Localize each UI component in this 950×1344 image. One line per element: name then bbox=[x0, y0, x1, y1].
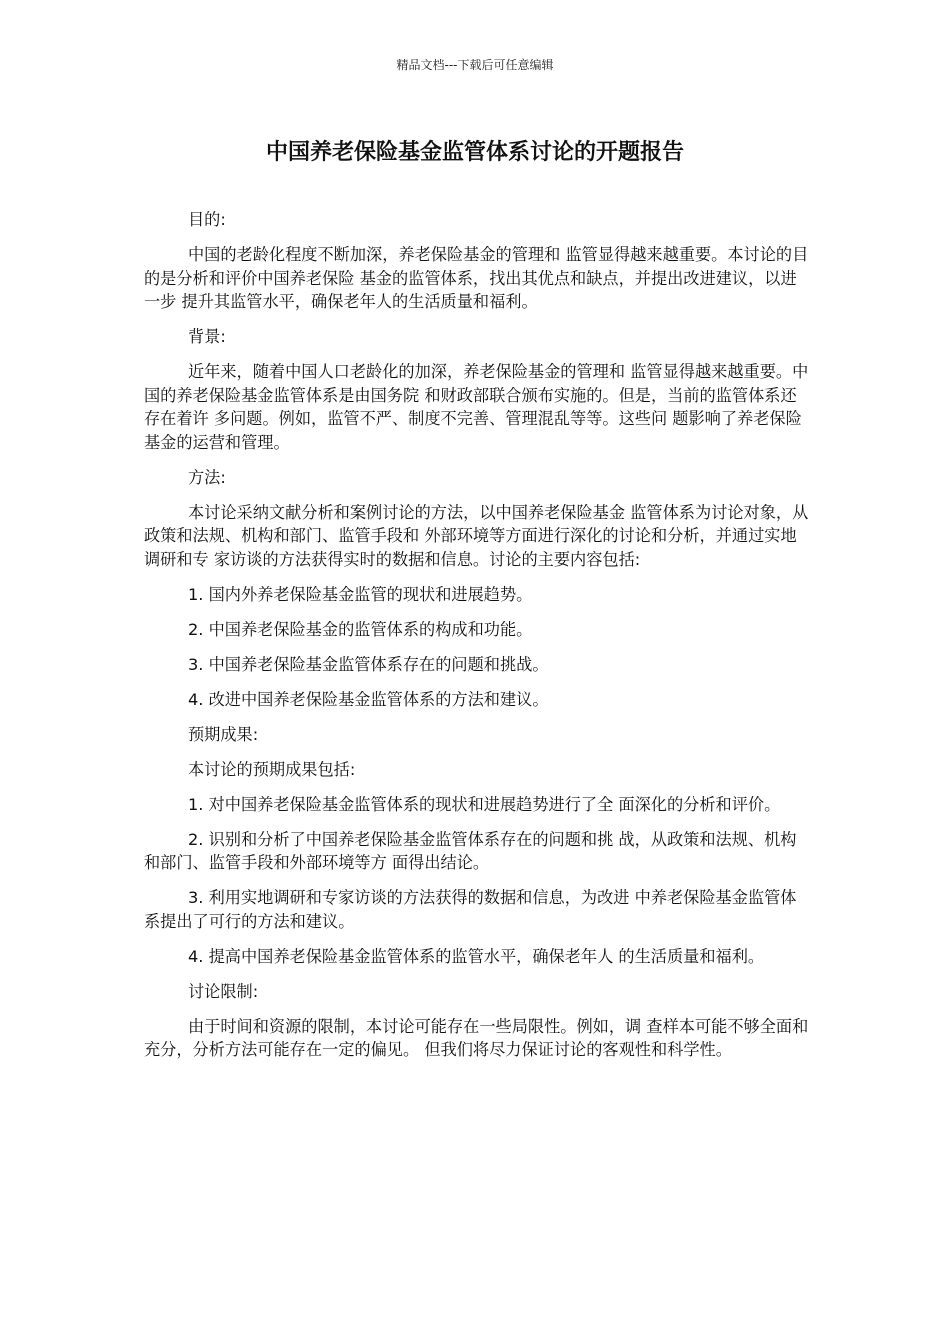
list-item-method-1: 1. 国内外养老保险基金监管的现状和进展趋势。 bbox=[188, 584, 533, 604]
document-body bbox=[144, 208, 810, 1073]
heading-limitations: 讨论限制: bbox=[188, 981, 259, 1001]
paragraph-method: 本讨论采纳文献分析和案例讨论的方法，以中国养老保险基金 监管体系为讨论对象，从政策和法规、机构和部门、监管手段和 外部环境等方面进行深化的讨论和分析，并通过实地调研和专 家访谈的方法获得实时的数据和信息。讨论的主要内容包括: bbox=[144, 502, 809, 569]
list-item-method-2: 2. 中国养老保险基金的监管体系的构成和功能。 bbox=[188, 619, 533, 639]
list-item-result-3: 3. 利用实地调研和专家访谈的方法获得的数据和信息，为改进 中养老保险基金监管体系提出了可行的方法和建议。 bbox=[144, 888, 797, 931]
heading-purpose: 目的: bbox=[188, 210, 226, 229]
heading-expected-results: 预期成果: bbox=[188, 724, 259, 744]
paragraph-expected-results-intro: 本讨论的预期成果包括: bbox=[188, 759, 356, 779]
list-item-result-1: 1. 对中国养老保险基金监管体系的现状和进展趋势进行了全 面深化的分析和评价。 bbox=[188, 794, 781, 814]
heading-method: 方法: bbox=[188, 467, 226, 487]
paragraph-limitations: 由于时间和资源的限制，本讨论可能存在一些局限性。例如，调 查样本可能不够全面和充分，分析方法可能存在一定的偏见。 但我们将尽力保证讨论的客观性和科学性。 bbox=[144, 1016, 809, 1059]
list-item-result-2: 2. 识别和分析了中国养老保险基金监管体系存在的问题和挑 战，从政策和法规、机构和部门、监管手段和外部环境等方 面得出结论。 bbox=[144, 829, 797, 872]
list-item-result-4: 4. 提高中国养老保险基金监管体系的监管水平，确保老年人 的生活质量和福利。 bbox=[188, 946, 765, 966]
document-title: 中国养老保险基金监管体系讨论的开题报告 bbox=[265, 140, 684, 165]
paragraph-background: 近年来，随着中国人口老龄化的加深，养老保险基金的管理和 监管显得越来越重要。中国的养老保险基金监管体系是由国务院 和财政部联合颁布实施的。但是，当前的监管体系还存在着许 多问题。例如，监管不严、制度不完善、管理混乱等等。这些问 题影响了养老保险基金的运营和管理。 bbox=[144, 362, 809, 452]
list-item-method-3: 3. 中国养老保险基金监管体系存在的问题和挑战。 bbox=[188, 654, 549, 674]
paragraph-purpose: 中国的老龄化程度不断加深，养老保险基金的管理和 监管显得越来越重要。本讨论的目的是分析和评价中国养老保险 基金的监管体系，找出其优点和缺点，并提出改进建议，以进一步 提升其监管水平，确保老年人的生活质量和福利。 bbox=[144, 245, 809, 311]
heading-background: 背景: bbox=[188, 327, 226, 346]
list-item-method-4: 4. 改进中国养老保险基金监管体系的方法和建议。 bbox=[188, 689, 549, 709]
page-header: 精品文档---下载后可任意编辑 bbox=[396, 58, 554, 72]
